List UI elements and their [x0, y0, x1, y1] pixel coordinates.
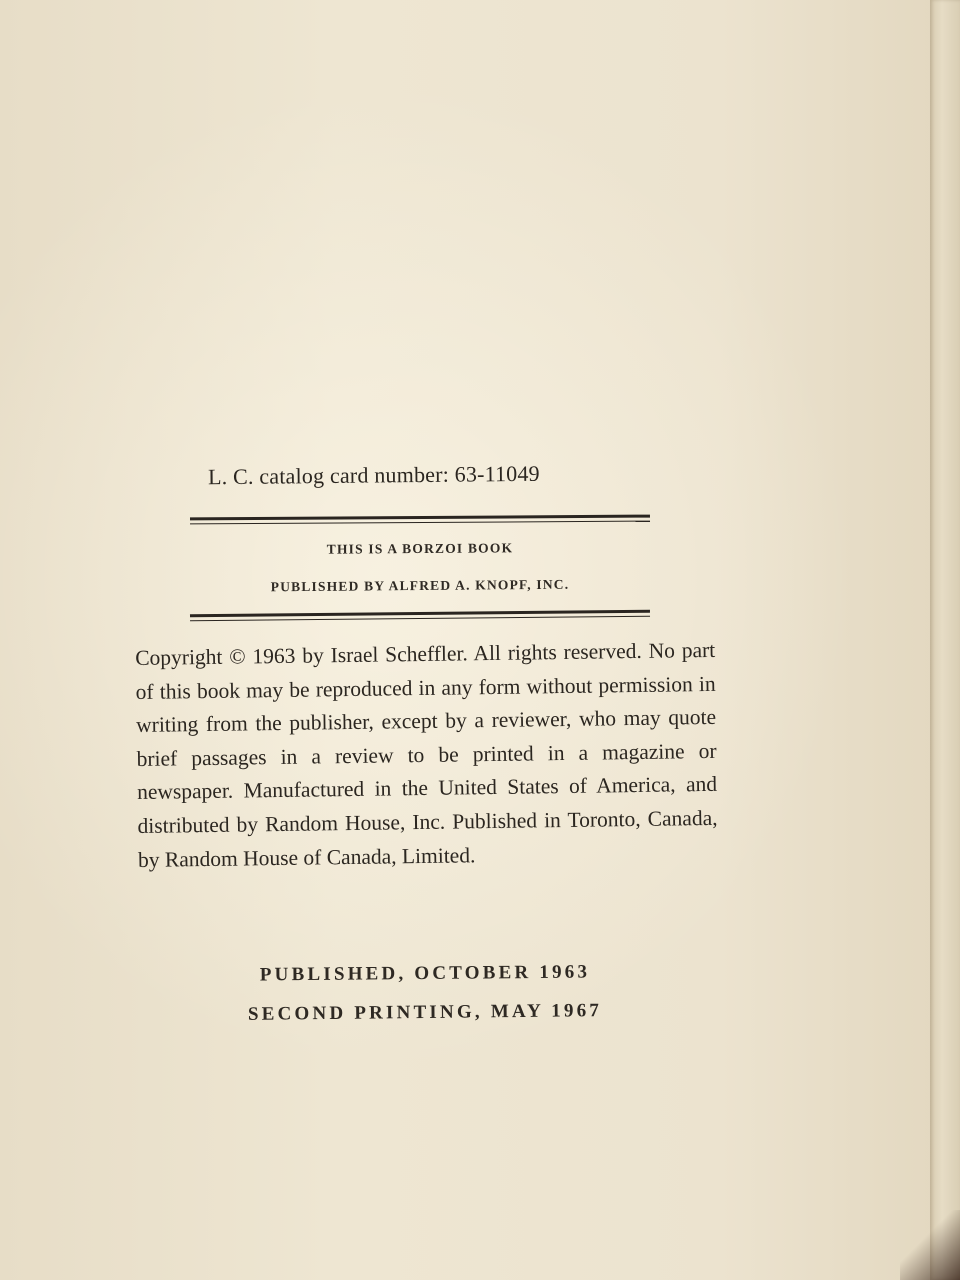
- bottom-double-rule: [190, 610, 650, 621]
- catalog-card-number: L. C. catalog card number: 63-11049: [207, 460, 540, 490]
- top-double-rule: [190, 515, 650, 525]
- borzoi-book-line: THIS IS A BORZOI BOOK: [326, 540, 514, 557]
- corner-shadow: [900, 1210, 960, 1280]
- page-edge: [930, 0, 960, 1280]
- copyright-paragraph: Copyright © 1963 by Israel Scheffler. All rights reserved. No part of this book may be reproduced in any form without permission in writing from the publisher, except by a reviewer, who may quote brief passages in a review to be printed in a magazine or newspaper. Manufactured in the United States of America, and distributed by Random House, Inc. Published in Toronto, Canada, by Random House of Canada, Limited.: [135, 637, 718, 872]
- copyright-notice: [135, 634, 718, 877]
- first-publication-date: PUBLISHED, OCTOBER 1963: [259, 961, 591, 986]
- second-printing-date: SECOND PRINTING, MAY 1967: [247, 1000, 603, 1025]
- publisher-line: PUBLISHED BY ALFRED A. KNOPF, INC.: [270, 576, 570, 595]
